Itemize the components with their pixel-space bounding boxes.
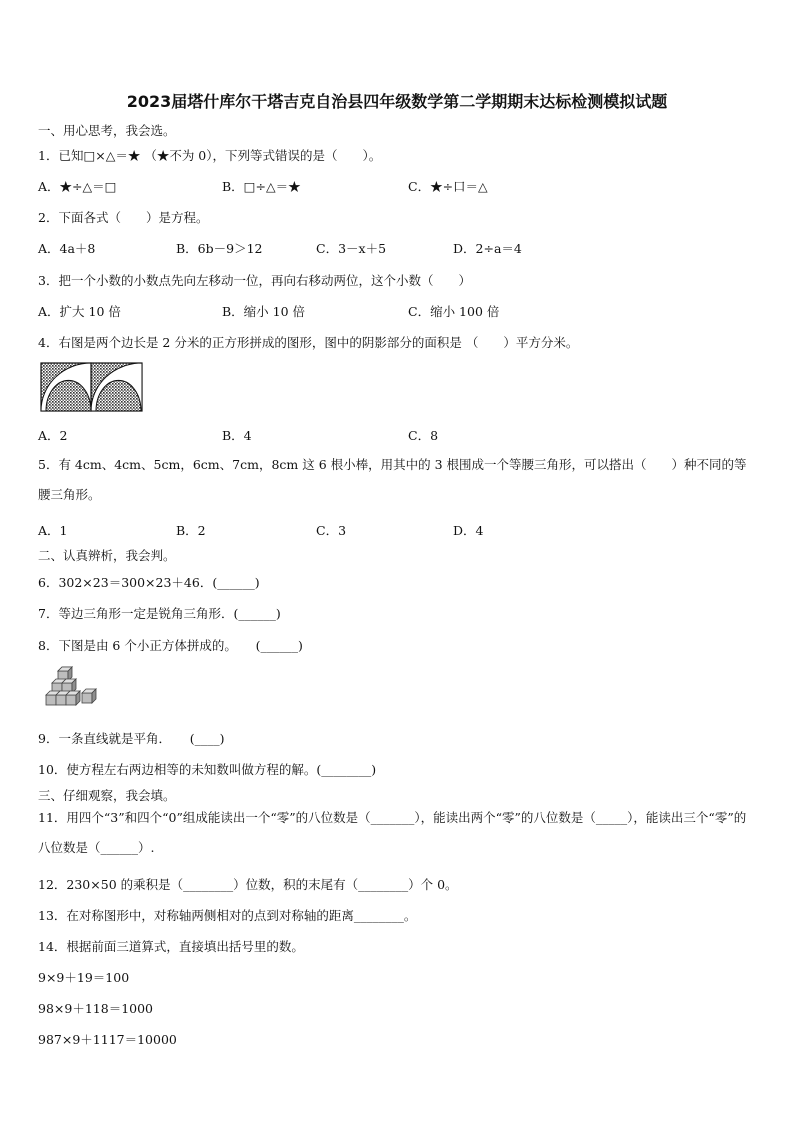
two-squares-semicircle-figure	[40, 362, 144, 412]
q4-option-c[interactable]: C．8	[408, 428, 439, 443]
q5-option-c[interactable]: C．3	[316, 523, 347, 538]
question-1: 1．已知□×△＝★ （★不为 0），下列等式错误的是（ ）。	[38, 148, 382, 163]
question-12[interactable]: 12．230×50 的乘积是（________）位数，积的末尾有（________）个 0。	[38, 877, 458, 892]
q5-option-d[interactable]: D．4	[453, 523, 484, 538]
q2-option-a[interactable]: A．4a＋8	[38, 241, 96, 256]
q1-option-a[interactable]: A．★÷△＝□	[38, 179, 117, 194]
q3-option-c[interactable]: C．缩小 100 倍	[408, 304, 500, 319]
question-10[interactable]: 10．使方程左右两边相等的未知数叫做方程的解。(________)	[38, 762, 377, 777]
q3-option-b[interactable]: B．缩小 10 倍	[222, 304, 306, 319]
q2-option-b[interactable]: B．6b－9＞12	[176, 241, 263, 256]
section-heading-2: 二、认真辨析，我会判。	[38, 548, 176, 563]
question-2: 2．下面各式（ ）是方程。	[38, 210, 209, 225]
question-8[interactable]: 8．下图是由 6 个小正方体拼成的。 (______)	[38, 638, 303, 653]
question-3: 3．把一个小数的小数点先向左移动一位，再向右移动两位，这个小数（ ）	[38, 273, 471, 288]
q2-option-d[interactable]: D．2÷a＝4	[453, 241, 522, 256]
q3-option-a[interactable]: A．扩大 10 倍	[38, 304, 121, 319]
question-6[interactable]: 6．302×23＝300×23＋46．(______)	[38, 575, 260, 590]
q5-option-b[interactable]: B．2	[176, 523, 206, 538]
section-heading-3: 三、仔细观察，我会填。	[38, 788, 176, 803]
question-14: 14．根据前面三道算式，直接填出括号里的数。	[38, 939, 304, 954]
question-11[interactable]: 11．用四个“3”和四个“0”组成能读出一个“零”的八位数是（_______），能读出两个“零”的八位数是（_____），能读出三个“零”的八位数是（______）.	[38, 810, 747, 855]
stacked-cubes-figure	[44, 663, 100, 715]
question-9[interactable]: 9．一条直线就是平角． (____)	[38, 731, 225, 746]
question-5: 5．有 4cm、4cm、5cm，6cm、7cm，8cm 这 6 根小棒，用其中的 3 根围成一个等腰三角形，可以搭出（ ）种不同的等腰三角形。	[38, 457, 747, 502]
question-4: 4．右图是两个边长是 2 分米的正方形拼成的图形，图中的阴影部分的面积是 （ ）平方分米。	[38, 335, 579, 350]
equation-3: 987×9＋1117＝10000	[38, 1032, 177, 1047]
section-heading-1: 一、用心思考，我会选。	[38, 123, 176, 138]
equation-1: 9×9＋19＝100	[38, 970, 130, 985]
question-7[interactable]: 7．等边三角形一定是锐角三角形．(______)	[38, 606, 281, 621]
q5-option-a[interactable]: A．1	[38, 523, 68, 538]
page-title: 2023届塔什库尔干塔吉克自治县四年级数学第二学期期末达标检测模拟试题	[126, 92, 668, 111]
q4-option-a[interactable]: A．2	[38, 428, 68, 443]
q4-option-b[interactable]: B．4	[222, 428, 252, 443]
q1-option-b[interactable]: B．□÷△＝★	[222, 179, 301, 194]
q2-option-c[interactable]: C．3－x＋5	[316, 241, 387, 256]
q1-option-c[interactable]: C．★÷口＝△	[408, 179, 488, 194]
question-13[interactable]: 13．在对称图形中，对称轴两侧相对的点到对称轴的距离________。	[38, 908, 417, 923]
equation-2: 98×9＋118＝1000	[38, 1001, 154, 1016]
